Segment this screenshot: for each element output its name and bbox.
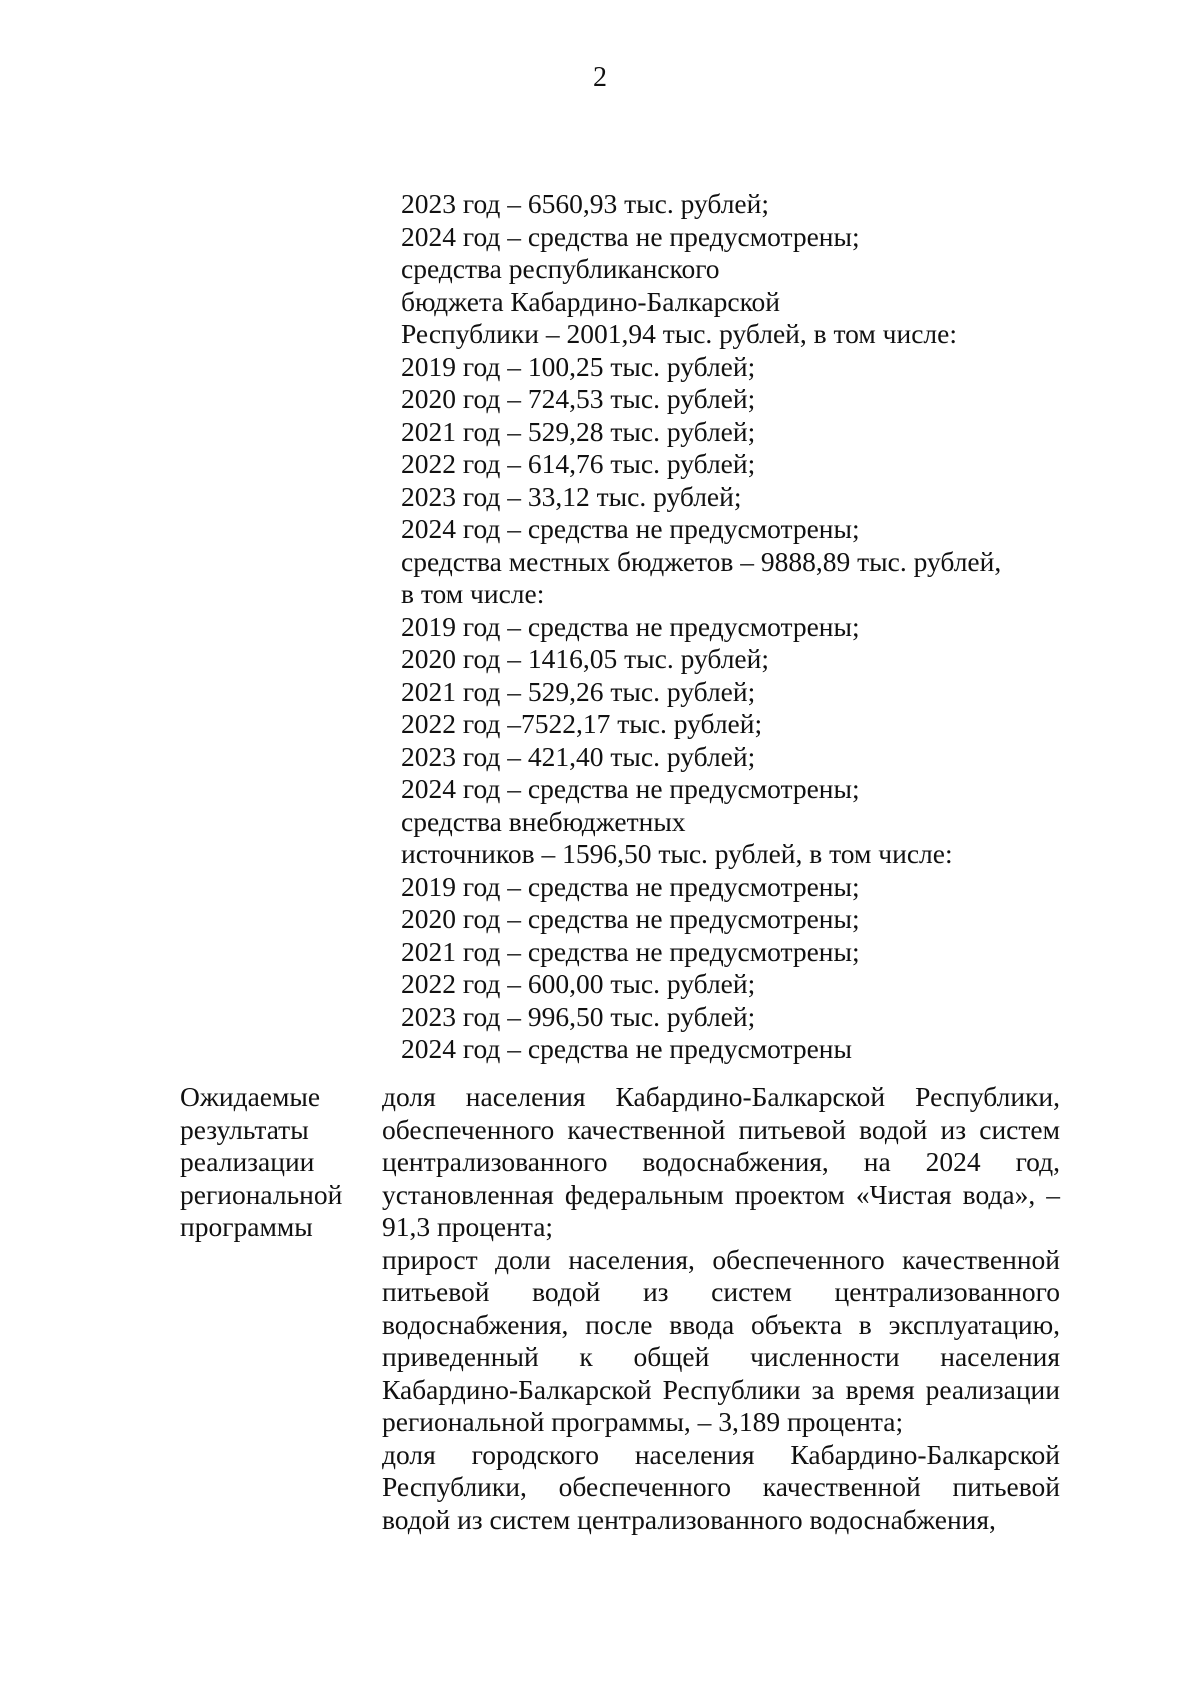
- funding-line: 2020 год – 1416,05 тыс. рублей;: [401, 643, 769, 674]
- funding-line: 2023 год – 996,50 тыс. рублей;: [401, 1000, 756, 1032]
- label-line: Ожидаемые: [180, 1081, 321, 1112]
- funding-line: 2024 год – средства не предусмотрены;: [401, 773, 860, 804]
- funding-line: средства республиканского: [401, 253, 720, 284]
- label-line: программы: [180, 1211, 313, 1242]
- label-line: результаты: [180, 1113, 309, 1145]
- funding-line: 2023 год – 6560,93 тыс. рублей;: [401, 188, 769, 219]
- page-number: 2: [593, 62, 607, 93]
- label-line: реализации: [180, 1146, 315, 1177]
- funding-line: источников – 1596,50 тыс. рублей, в том числе:: [401, 838, 953, 869]
- funding-line: 2019 год – средства не предусмотрены;: [401, 610, 860, 642]
- result-paragraph: прирост доли населения, обеспеченного качественной питьевой водой из систем централизованного водоснабжения, после ввода объекта в эксплуатацию, приведенный к общей численности населения Кабардино-Балкарской Республики за время реализации региональной программы, – 3,189 процента;: [382, 1243, 1060, 1437]
- funding-line: 2021 год – 529,26 тыс. рублей;: [401, 675, 756, 707]
- funding-line: средства местных бюджетов – 9888,89 тыс. рублей,: [401, 545, 1002, 577]
- funding-line: 2022 год – 600,00 тыс. рублей;: [401, 968, 756, 999]
- funding-line: 2020 год – 724,53 тыс. рублей;: [401, 383, 756, 414]
- funding-line: 2019 год – средства не предусмотрены;: [401, 870, 860, 902]
- funding-line: Республики – 2001,94 тыс. рублей, в том числе:: [401, 318, 957, 349]
- result-paragraph: доля населения Кабардино-Балкарской Республики, обеспеченного качественной питьевой водой из систем централизованного водоснабжения, на 2024 год, установленная федеральным проектом «Чистая вода», – 91,3 процента;: [382, 1081, 1060, 1242]
- funding-line: 2023 год – 33,12 тыс. рублей;: [401, 480, 742, 512]
- funding-line: 2022 год –7522,17 тыс. рублей;: [401, 708, 763, 739]
- funding-line: 2019 год – 100,25 тыс. рублей;: [401, 350, 756, 382]
- result-paragraph: доля городского населения Кабардино-Балкарской Республики, обеспеченного качественной питьевой водой из систем централизованного водоснабжения,: [382, 1438, 1060, 1535]
- funding-line: 2021 год – 529,28 тыс. рублей;: [401, 415, 756, 447]
- expected-results-content: [382, 1081, 1060, 1536]
- funding-line: 2020 год – средства не предусмотрены;: [401, 903, 860, 934]
- funding-line: 2022 год – 614,76 тыс. рублей;: [401, 448, 756, 479]
- funding-breakdown: [401, 188, 1121, 1066]
- funding-line: 2024 год – средства не предусмотрены;: [401, 220, 860, 252]
- funding-line: 2023 год – 421,40 тыс. рублей;: [401, 740, 756, 772]
- funding-line: средства внебюджетных: [401, 805, 686, 837]
- funding-line: 2021 год – средства не предусмотрены;: [401, 935, 860, 967]
- label-line: региональной: [180, 1178, 343, 1210]
- funding-line: 2024 год – средства не предусмотрены: [401, 1033, 852, 1064]
- funding-line: бюджета Кабардино-Балкарской: [401, 285, 781, 317]
- funding-line: в том числе:: [401, 578, 545, 609]
- expected-results-label: [180, 1081, 370, 1244]
- funding-line: 2024 год – средства не предусмотрены;: [401, 513, 860, 544]
